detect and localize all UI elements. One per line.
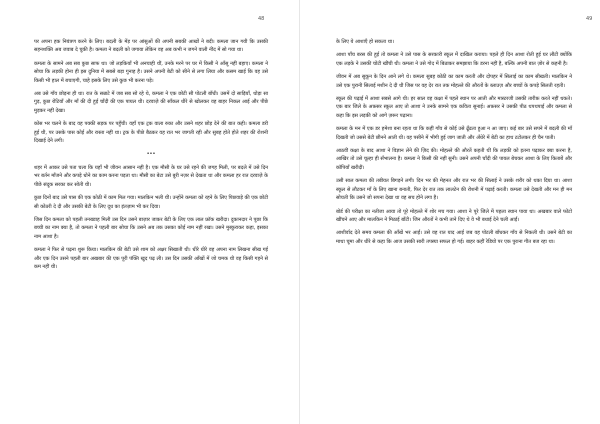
left-page-body xyxy=(34,38,268,276)
right-paragraph: आठवीं कक्षा के बाद आशा ने विज्ञान लेने की ज़िद की। मोहल्ले की औरतें कहती थीं कि लड़की को इतना पढ़ाकर क्या करना है, आखिर तो उसे चूल्हा ही सँभालना है। कमला ने किसी की नहीं सुनी। उसने अपनी चाँदी की पायल बेचकर आशा के लिए किताबें और कॉपियाँ खरीदीं। xyxy=(336,148,572,171)
right-paragraph: उसी साल कमला की तबीयत बिगड़ने लगी। दिन भर की मेहनत और रात भर की सिलाई ने उसके शरीर को थका दिया था। आशा स्कूल से लौटकर माँ के लिए खाना बनाती, फिर देर रात तक लालटेन की रोशनी में पढ़ाई करती। कमला उसे देखती और मन ही मन सोचती कि उसने जो सपना देखा था वह सच होने लगा है। xyxy=(336,178,572,202)
left-page xyxy=(0,0,299,424)
left-paragraph: पर अपना हक नियंत्रण करने के लिए। बदली के मेंड़ पर आंसुओं की अपनी सबकी आखों ने बदी। कमला जान गयी कि उसकी सहनशक्ति अब जवाब दे चुकी है। कमला ने बदली को जगाया लेकिन वह अब कभी न जगने वाली नींद में सो गया था। xyxy=(34,39,268,54)
right-paragraph: जीवन में अब सुकून के दिन आने लगे थे। कमला सुबह कोठी का काम करती और दोपहर में सिलाई का काम सीखती। मालकिन ने उसे एक पुरानी सिलाई मशीन दे दी थी जिस पर वह देर रात तक मोहल्ले की औरतों के ब्लाउज़ और बच्चों के कपड़े सिलती रहती। xyxy=(336,74,572,89)
left-paragraph: अब उसे गाँव छोड़ना ही था। रात के सन्नाटे में जब सब सो रहे थे, कमला ने एक छोटी सी पोटली बाँधी। उसमें दो साड़ियाँ, थोड़ा सा गुड़, कुछ रोटियाँ और माँ की दी हुई चाँदी की एक पायल थी। दरवाज़े की साँकल धीरे से खोलकर वह बाहर निकल आई और पीछे मुड़कर नहीं देखा। xyxy=(34,91,268,114)
section-separator: ••• xyxy=(146,151,156,158)
right-paragraph: आशा पाँच बरस की हुई तो कमला ने उसे पास के सरकारी स्कूल में दाखिल कराया। पहले ही दिन आशा रोती हुई घर लौटी क्योंकि एक लड़के ने उसकी चोटी खींची थी। कमला ने उसे गोद में बिठाकर समझाया कि डरना नहीं है, बल्कि अपनी बात ज़ोर से कहनी है। xyxy=(336,52,572,67)
left-paragraph: शहर में आकर उसे पता चला कि यहाँ भी जीवन आसान नहीं है। एक मौसी के घर उसे रहने की जगह मिली, पर बदले में उसे दिन भर बर्तन माँजने और कपड़े धोने का काम करना पड़ता था। मौसी का बेटा उसे बुरी नज़र से देखता था और कमला हर रात दरवाज़े के पीछे संदूक सरका कर सोती थी। xyxy=(34,164,268,188)
right-paragraph: स्कूल की पढ़ाई में आशा सबसे आगे थी। हर साल वह कक्षा में पहले स्थान पर आती और मास्टरजी उसकी तारीफ़ करते नहीं थकते। एक बार जिले के अफ़सर स्कूल आए तो आशा ने उनके सामने एक कविता सुनाई। अफ़सर ने उसकी पीठ थपथपाई और कमला से कहा कि इस लड़की को आगे ज़रूर पढ़ाना। xyxy=(336,96,572,119)
right-page xyxy=(300,0,600,424)
right-paragraph: के लिए ये आशाएँ हो सकता था। xyxy=(336,39,394,45)
right-paragraph: बोर्ड की परीक्षा का नतीजा आया तो पूरे मोहल्ले में शोर मच गया। आशा ने पूरे जिले में पहला स्थान पाया था। अखबार वाले फोटो खींचने आए और मालकिन ने मिठाई बाँटी। जिन औरतों ने कभी ताने दिए थे वे भी बधाई देने चली आईं। xyxy=(336,208,572,223)
left-paragraph: कोस भर चलने के बाद वह पक्की सड़क पर पहुँची। वहाँ एक ट्रक वाला रुका और उसने शहर छोड़ देने की बात कही। कमला डरी हुई थी, पर उसके पास कोई और रास्ता नहीं था। ट्रक के पीछे बैठकर वह रात भर जागती रही और सुबह होते होते शहर की रोशनी दिखाई देने लगी। xyxy=(34,121,268,145)
right-paragraph: कमला के मन में एक डर हमेशा बना रहता था कि कहीं गाँव से कोई उसे ढूँढता हुआ न आ जाए। कई बार उसे सपने में बदली की माँ दिखती जो उससे बेटी छीनने आती थी। वह पसीने में भीगी हुई जाग जाती और अँधेरे में बेटी का हाथ टटोलकर ही चैन पाती। xyxy=(336,126,572,141)
right-page-number: 49 xyxy=(586,16,593,22)
right-paragraph: आशीर्वाद देते समय कमला की आँखें भर आईं। उसे वह रात याद आई जब वह पोटली बाँधकर गाँव से निकली थी। उसने बेटी का माथा चूमा और धीरे से कहा कि आज उसकी सारी तपस्या सफल हो गई। बाहर कहीं रेडियो पर एक पुराना गीत बज रहा था। xyxy=(336,230,572,245)
left-paragraph: कुछ दिनों बाद उसे पास की एक कोठी में काम मिल गया। मालकिन भली थीं। उन्होंने कमला को रहने के लिए पिछवाड़े की एक छोटी सी कोठरी दे दी और उसकी बेटी के लिए दूध का इंतज़ाम भी कर दिया। xyxy=(34,195,269,210)
left-paragraph: कमला ने फिर से पढ़ना शुरू किया। मालकिन की बेटी उसे शाम को अक्षर सिखाती थी। धीरे धीरे वह अपना नाम लिखना सीख गई और एक दिन उसने पहली बार अखबार की एक पूरी पंक्ति खुद पढ़ ली। उस दिन उसकी आँखों में जो चमक थी वह किसी गहने से कम नहीं थी। xyxy=(34,247,268,270)
left-paragraph: जिस दिन कमला को पहली तनख्वाह मिली उस दिन उसने बाज़ार जाकर बेटी के लिए एक लाल फ्रॉक खरीदा। दुकानदार ने पूछा कि बच्ची का नाम क्या है, तो कमला ने पहली बार सोचा कि उसने अब तक उसका कोई नाम नहीं रखा। उसने मुस्कुराकर कहा, इसका नाम आशा है। xyxy=(34,216,268,240)
left-page-number: 48 xyxy=(258,16,265,22)
right-page-body xyxy=(336,38,572,251)
left-paragraph: कमला के सामने अब सब कुछ साफ था। जो लड़कियाँ भी अनचाही थीं, उनके मरने पर घर में किसी ने आँसू नहीं बहाए। कमला ने सोचा कि लड़की होना ही इस दुनिया में सबसे बड़ा गुनाह है। उसने अपनी बेटी को सीने से लगा लिया और कसम खाई कि वह उसे किसी भी हाल में बचाएगी, चाहे इसके लिए उसे कुछ भी करना पड़े। xyxy=(34,60,268,84)
